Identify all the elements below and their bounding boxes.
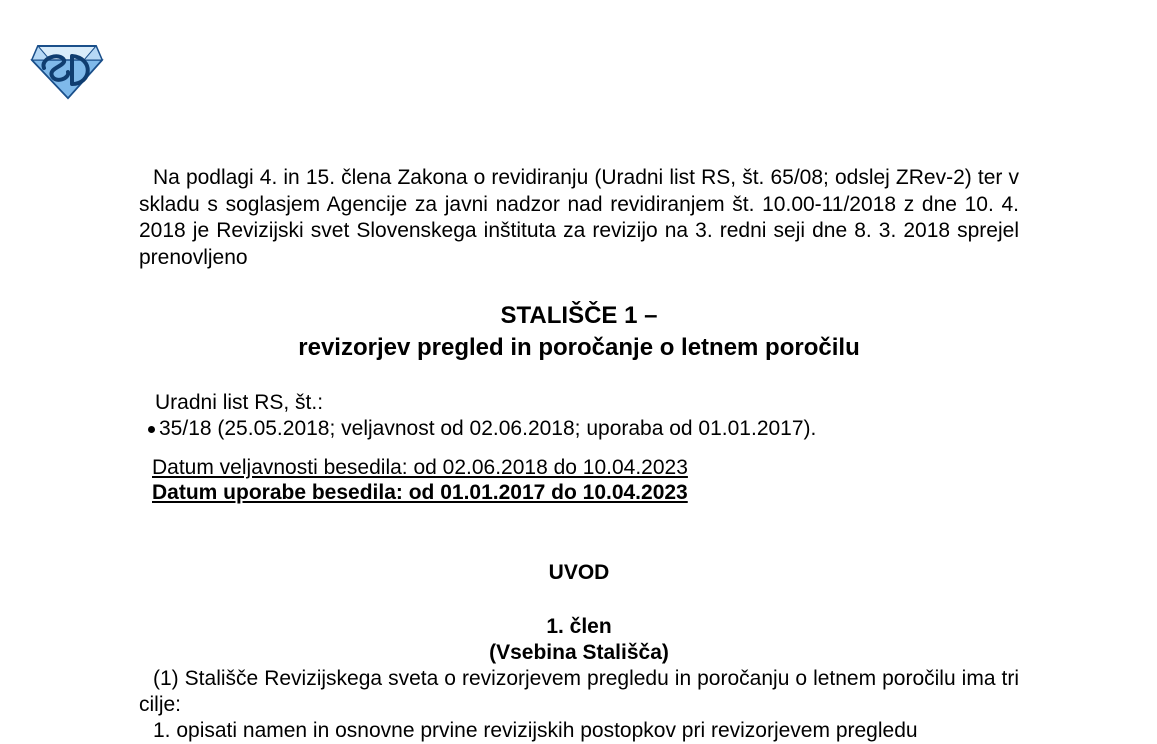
article-number: 1. člen: [546, 615, 612, 638]
usage-date-link[interactable]: Datum uporabe besedila: od 01.01.2017 do 10.04.2023: [152, 481, 688, 504]
document-title: STALIŠČE 1 –: [500, 302, 658, 329]
goal-item: 1. opisati namen in osnovne prvine revizijskih postopkov pri revizorjevem pregledu: [153, 719, 918, 742]
bullet-icon: [148, 426, 155, 433]
article-paragraph: (1) Stališče Revizijskega sveta o revizorjevem pregledu in poročanju o letnem poročilu ima tri cilje:: [139, 667, 1019, 716]
sd-diamond-logo-icon: [30, 40, 104, 100]
intro-paragraph: Na podlagi 4. in 15. člena Zakona o revidiranju (Uradni list RS, št. 65/08; odslej ZRev-2) ter v skladu s soglasjem Agencije za javni nadzor nad revidiranjem št. 10.00-11/2018 z dne 10. 4. 2018 je Revizijski svet Slovenskega inštituta za revizijo na 3. redni seji dne 8. 3. 2018 sprejel prenovljeno: [139, 166, 1019, 269]
document-subtitle: revizorjev pregled in poročanje o letnem poročilu: [298, 334, 860, 361]
gazette-entry: 35/18 (25.05.2018; veljavnost od 02.06.2018; uporaba od 01.01.2017).: [159, 417, 817, 440]
article-title: (Vsebina Stališča): [489, 641, 669, 664]
section-heading: UVOD: [548, 561, 610, 584]
gazette-label: Uradni list RS, št.:: [155, 391, 324, 414]
validity-date-link[interactable]: Datum veljavnosti besedila: od 02.06.2018 do 10.04.2023: [152, 456, 688, 479]
gazette-list-item: [148, 416, 816, 442]
